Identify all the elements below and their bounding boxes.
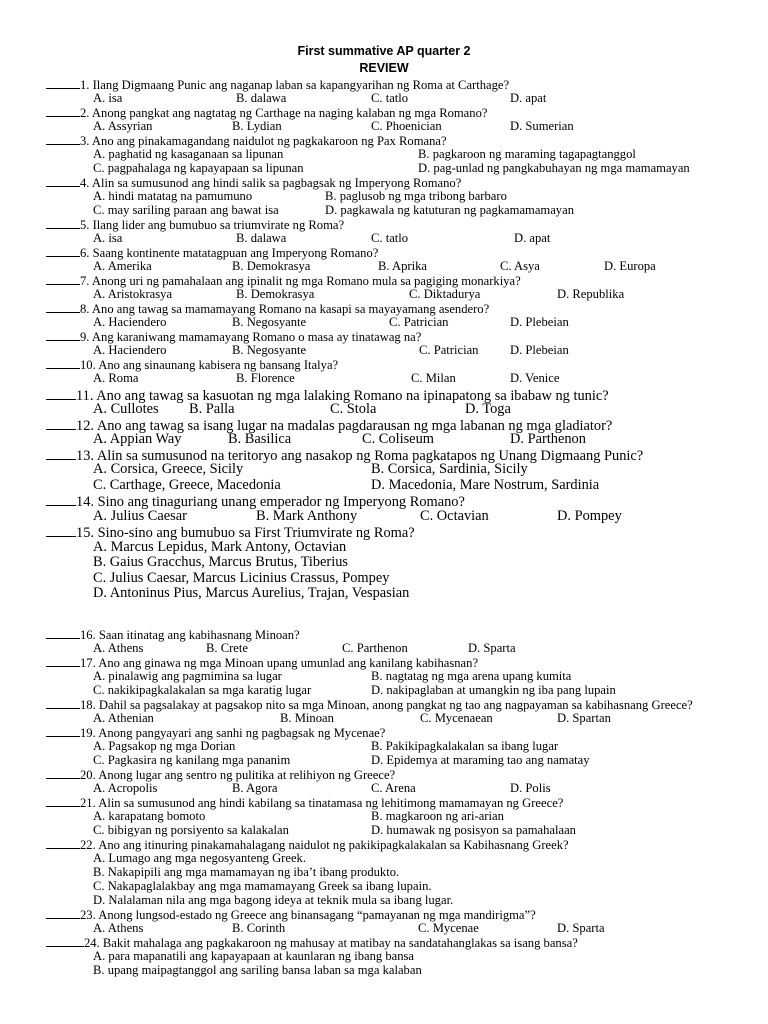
question-21 (46, 795, 563, 810)
answer-option: A. Appian Way (93, 431, 182, 447)
answer-option: B. Crete (206, 641, 248, 655)
question-number: 7. (80, 274, 90, 288)
question-1 (46, 77, 509, 92)
question-text: Alin sa sumusunod ang hindi salik sa pagbagsak ng Imperyong Romano? (91, 176, 462, 190)
answer-option: B. Negosyante (232, 343, 307, 357)
answer-option: D. Macedonia, Mare Nostrum, Sardinia (371, 477, 600, 493)
answer-option: D. apat (514, 231, 551, 245)
question-23 (46, 907, 536, 922)
question-number: 21. (80, 796, 96, 810)
answer-option: A. Haciendero (93, 343, 167, 357)
answer-option: B. paglusob ng mga tribong barbaro (325, 189, 507, 203)
answer-blank[interactable] (46, 523, 76, 537)
answer-option: A. Pagsakop ng mga Dorian (93, 739, 236, 753)
answer-option: A. Marcus Lepidus, Mark Antony, Octavian (93, 539, 347, 555)
answer-option: C. pagpahalaga ng kapayapaan sa lipunan (93, 161, 304, 175)
question-number: 13. (76, 448, 94, 464)
answer-option: C. tatlo (371, 91, 409, 105)
answer-option: C. Arena (371, 781, 416, 795)
question-number: 10. (80, 358, 96, 372)
answer-option: D. Sparta (557, 921, 605, 935)
answer-option: A. Haciendero (93, 315, 167, 329)
answer-blank[interactable] (46, 357, 80, 369)
answer-option: C. Patrician (389, 315, 449, 329)
answer-option: C. nakikipagkalakalan sa mga karatig lugar (93, 683, 312, 697)
answer-option: D. nakipaglaban at umangkin ng iba pang lupain (371, 683, 616, 697)
answer-option: B. Mark Anthony (256, 508, 358, 524)
answer-option: B. magkaroon ng ari-arian (371, 809, 504, 823)
answer-blank[interactable] (46, 725, 80, 737)
answer-option: C. Nakapaglalakbay ang mga mamamayang Greek sa ibang lupain. (93, 879, 432, 893)
answer-option: C. Mycenaean (420, 711, 493, 725)
document-subtitle: REVIEW (359, 61, 409, 75)
answer-option: B. Corsica, Sardinia, Sicily (371, 461, 528, 477)
question-text: Ilang lider ang bumubuo sa triumvirate ng Roma? (92, 218, 345, 232)
question-number: 16. (80, 628, 96, 642)
question-text: Dahil sa pagsalakay at pagsakop nito sa mga Minoan, anong pangkat ng tao ang nagpayaman sa kabihasnang Greece? (98, 698, 693, 712)
question-number: 11. (76, 388, 94, 404)
question-text: Anong pangkat ang nagtatag ng Carthage na naging kalaban ng mga Romano? (91, 106, 488, 120)
answer-option: B. Negosyante (232, 315, 307, 329)
answer-option: D. Plebeian (510, 315, 569, 329)
answer-blank[interactable] (46, 133, 80, 145)
question-number: 19. (80, 726, 96, 740)
answer-blank[interactable] (46, 837, 80, 849)
question-number: 12. (76, 418, 94, 434)
question-5 (46, 217, 344, 232)
answer-option: A. pinalawig ang pagmimina sa lugar (93, 669, 282, 683)
answer-option: A. Aristokrasya (93, 287, 173, 301)
answer-option: C. Pagkasira ng kanilang mga pananim (93, 753, 291, 767)
answer-option: A. isa (93, 231, 123, 245)
answer-option: B. Gaius Gracchus, Marcus Brutus, Tiberius (93, 554, 349, 570)
answer-option: B. Aprika (378, 259, 427, 273)
question-text: Ano ang pinakamagandang naidulot ng pagkakaroon ng Pax Romana? (91, 134, 447, 148)
answer-option: C. Carthage, Greece, Macedonia (93, 477, 281, 493)
answer-option: D. pag-unlad ng pangkabuhayan ng mga mamamayan (418, 161, 690, 175)
question-number: 20. (80, 768, 96, 782)
question-text: Ang karaniwang mamamayang Romano o masa ay tinatawag na? (91, 330, 422, 344)
question-22 (46, 837, 569, 852)
answer-option: D. Spartan (557, 711, 611, 725)
answer-option: A. hindi matatag na pamumuno (93, 189, 253, 203)
question-text: Anong lugar ang sentro ng pulitika at relihiyon ng Greece? (98, 768, 396, 782)
question-text: Ano ang sinaunang kabisera ng bansang Italya? (98, 358, 339, 372)
answer-option: B. dalawa (236, 91, 287, 105)
answer-blank[interactable] (46, 217, 80, 229)
answer-option: D. Nalalaman nila ang mga bagong ideya at teknik mula sa ibang lugar. (93, 893, 454, 907)
answer-option: A. para mapanatili ang kapayapaan at kaunlaran ng ibang bansa (93, 949, 415, 963)
answer-option: A. Julius Caesar (93, 508, 187, 524)
answer-option: C. Parthenon (342, 641, 408, 655)
question-number: 17. (80, 656, 96, 670)
answer-blank[interactable] (46, 301, 80, 313)
question-text: Ano ang tawag sa kasuotan ng mga lalaking Romano na ipinapatong sa ibabaw ng tunic? (96, 388, 609, 404)
answer-blank[interactable] (46, 627, 80, 639)
answer-option: C. Patrician (419, 343, 479, 357)
answer-blank[interactable] (46, 386, 76, 400)
answer-option: A. karapatang bomoto (93, 809, 206, 823)
answer-blank[interactable] (46, 935, 84, 947)
answer-option: A. Amerika (93, 259, 152, 273)
question-number: 5. (80, 218, 90, 232)
answer-option: C. bibigyan ng porsiyento sa kalakalan (93, 823, 289, 837)
question-text: Alin sa sumusunod na teritoryo ang nasakop ng Roma pagkatapos ng Unang Digmaang Punic? (96, 448, 644, 464)
answer-option: D. Parthenon (510, 431, 586, 447)
answer-option: B. Agora (232, 781, 278, 795)
question-18 (46, 697, 693, 712)
question-text: Anong uri ng pamahalaan ang ipinalit ng mga Romano mula sa pagiging monarkiya? (91, 274, 521, 288)
answer-option: B. Lydian (232, 119, 282, 133)
question-text: Saan itinatag ang kabihasnang Minoan? (98, 628, 300, 642)
question-4 (46, 175, 461, 190)
answer-option: A. Athens (93, 641, 144, 655)
answer-option: A. Assyrian (93, 119, 153, 133)
answer-option: B. nagtatag ng mga arena upang kumita (371, 669, 572, 683)
answer-option: D. Sumerian (510, 119, 574, 133)
question-number: 4. (80, 176, 90, 190)
question-24 (46, 935, 578, 950)
question-20 (46, 767, 395, 782)
question-number: 22. (80, 838, 96, 852)
answer-option: A. Cullotes (93, 401, 159, 417)
answer-blank[interactable] (46, 329, 80, 341)
answer-option: B. dalawa (236, 231, 287, 245)
answer-option: C. Stola (330, 401, 377, 417)
question-number: 14. (76, 494, 94, 510)
answer-blank[interactable] (46, 416, 76, 430)
answer-blank[interactable] (46, 105, 80, 117)
question-16 (46, 627, 300, 642)
answer-option: B. Basilica (228, 431, 292, 447)
answer-option: B. Demokrasya (236, 287, 315, 301)
question-3 (46, 133, 447, 148)
answer-option: B. Palla (189, 401, 235, 417)
answer-option: C. Milan (411, 371, 456, 385)
answer-option: B. Minoan (280, 711, 334, 725)
answer-option: D. Toga (465, 401, 511, 417)
answer-option: C. Coliseum (362, 431, 434, 447)
question-number: 9. (80, 330, 90, 344)
answer-option: D. Antoninus Pius, Marcus Aurelius, Trajan, Vespasian (93, 585, 410, 601)
answer-blank[interactable] (46, 767, 80, 779)
answer-blank[interactable] (46, 273, 80, 285)
answer-option: B. pagkaroon ng maraming tagapagtanggol (418, 147, 636, 161)
answer-option: C. Diktadurya (409, 287, 481, 301)
question-text: Ano ang tawag sa mamamayang Romano na kasapi sa mayayamang asendero? (91, 302, 490, 316)
answer-blank[interactable] (46, 492, 76, 506)
question-text: Bakit mahalaga ang pagkakaroon ng mahusay at matibay na sandatahanglakas sa isang bansa? (102, 936, 578, 950)
question-number: 24. (84, 936, 100, 950)
answer-option: D. Plebeian (510, 343, 569, 357)
answer-option: B. Nakapipili ang mga mamamayan ng iba’t ibang produkto. (93, 865, 400, 879)
question-text: Anong lungsod-estado ng Greece ang binansagang “pamayanan ng mga mandirigma”? (98, 908, 536, 922)
question-2 (46, 105, 487, 120)
question-number: 18. (80, 698, 96, 712)
answer-blank[interactable] (46, 795, 80, 807)
answer-option: B. Pakikipagkalakalan sa ibang lugar (371, 739, 559, 753)
question-19 (46, 725, 385, 740)
question-text: Sino ang tinaguriang unang emperador ng Imperyong Romano? (97, 494, 465, 510)
answer-option: A. Roma (93, 371, 139, 385)
question-number: 8. (80, 302, 90, 316)
answer-option: C. Phoenician (371, 119, 442, 133)
answer-option: D. Europa (604, 259, 656, 273)
question-number: 23. (80, 908, 96, 922)
answer-option: D. Sparta (468, 641, 516, 655)
question-17 (46, 655, 478, 670)
question-9 (46, 329, 421, 344)
question-text: Sino-sino ang bumubuo sa First Triumvirate ng Roma? (97, 525, 415, 541)
answer-option: D. Epidemya at maraming tao ang namatay (371, 753, 590, 767)
question-number: 1. (80, 78, 90, 92)
question-text: Ano ang tawag sa isang lugar na madalas pagdarausan ng mga labanan ng mga gladiator? (96, 418, 613, 434)
answer-option: A. Athens (93, 921, 144, 935)
question-text: Ilang Digmaang Punic ang naganap laban sa kapangyarihan ng Roma at Carthage? (92, 78, 510, 92)
answer-option: A. Acropolis (93, 781, 158, 795)
answer-option: C. Julius Caesar, Marcus Licinius Crassus, Pompey (93, 570, 390, 586)
document-title: First summative AP quarter 2 (297, 44, 471, 58)
answer-option: A. isa (93, 91, 123, 105)
answer-option: C. tatlo (371, 231, 409, 245)
answer-option: B. Florence (236, 371, 295, 385)
answer-option: D. apat (510, 91, 547, 105)
answer-blank[interactable] (46, 697, 80, 709)
answer-option: B. upang maipagtanggol ang sariling bansa laban sa mga kalaban (93, 963, 422, 977)
answer-option: D. Republika (557, 287, 625, 301)
question-number: 15. (76, 525, 94, 541)
question-6 (46, 245, 378, 260)
answer-blank[interactable] (46, 907, 80, 919)
answer-blank[interactable] (46, 446, 76, 460)
question-text: Anong pangyayari ang sanhi ng pagbagsak ng Mycenae? (98, 726, 386, 740)
answer-option: D. Polis (510, 781, 551, 795)
answer-option: C. Mycenae (418, 921, 479, 935)
question-number: 2. (80, 106, 90, 120)
question-number: 6. (80, 246, 90, 260)
answer-option: C. Octavian (420, 508, 489, 524)
answer-option: D. Pompey (557, 508, 622, 524)
answer-option: D. pagkawala ng katuturan ng pagkamamamayan (325, 203, 574, 217)
question-text: Ano ang ginawa ng mga Minoan upang umunlad ang kanilang kabihasnan? (98, 656, 479, 670)
answer-option: C. may sariling paraan ang bawat isa (93, 203, 279, 217)
question-text: Alin sa sumusunod ang hindi kabilang sa tinatamasa ng lehitimong mamamayan ng Greece? (98, 796, 564, 810)
question-text: Saang kontinente matatagpuan ang Imperyong Romano? (92, 246, 379, 260)
answer-blank[interactable] (46, 245, 80, 257)
question-text: Ano ang itinuring pinakamahalagang naidulot ng pakikipagkalakalan sa Kabihasnang Greek? (98, 838, 569, 852)
answer-blank[interactable] (46, 77, 80, 89)
answer-option: B. Corinth (232, 921, 286, 935)
answer-blank[interactable] (46, 655, 80, 667)
answer-option: B. Demokrasya (232, 259, 311, 273)
answer-option: D. Venice (510, 371, 560, 385)
answer-blank[interactable] (46, 175, 80, 187)
question-number: 3. (80, 134, 90, 148)
answer-option: D. humawak ng posisyon sa pamahalaan (371, 823, 576, 837)
answer-option: A. Athenian (93, 711, 154, 725)
answer-option: C. Asya (500, 259, 540, 273)
question-8 (46, 301, 489, 316)
question-10 (46, 357, 338, 372)
answer-option: A. Corsica, Greece, Sicily (93, 461, 244, 477)
question-7 (46, 273, 521, 288)
answer-option: A. Lumago ang mga negosyanteng Greek. (93, 851, 306, 865)
answer-option: A. paghatid ng kasaganaan sa lipunan (93, 147, 284, 161)
